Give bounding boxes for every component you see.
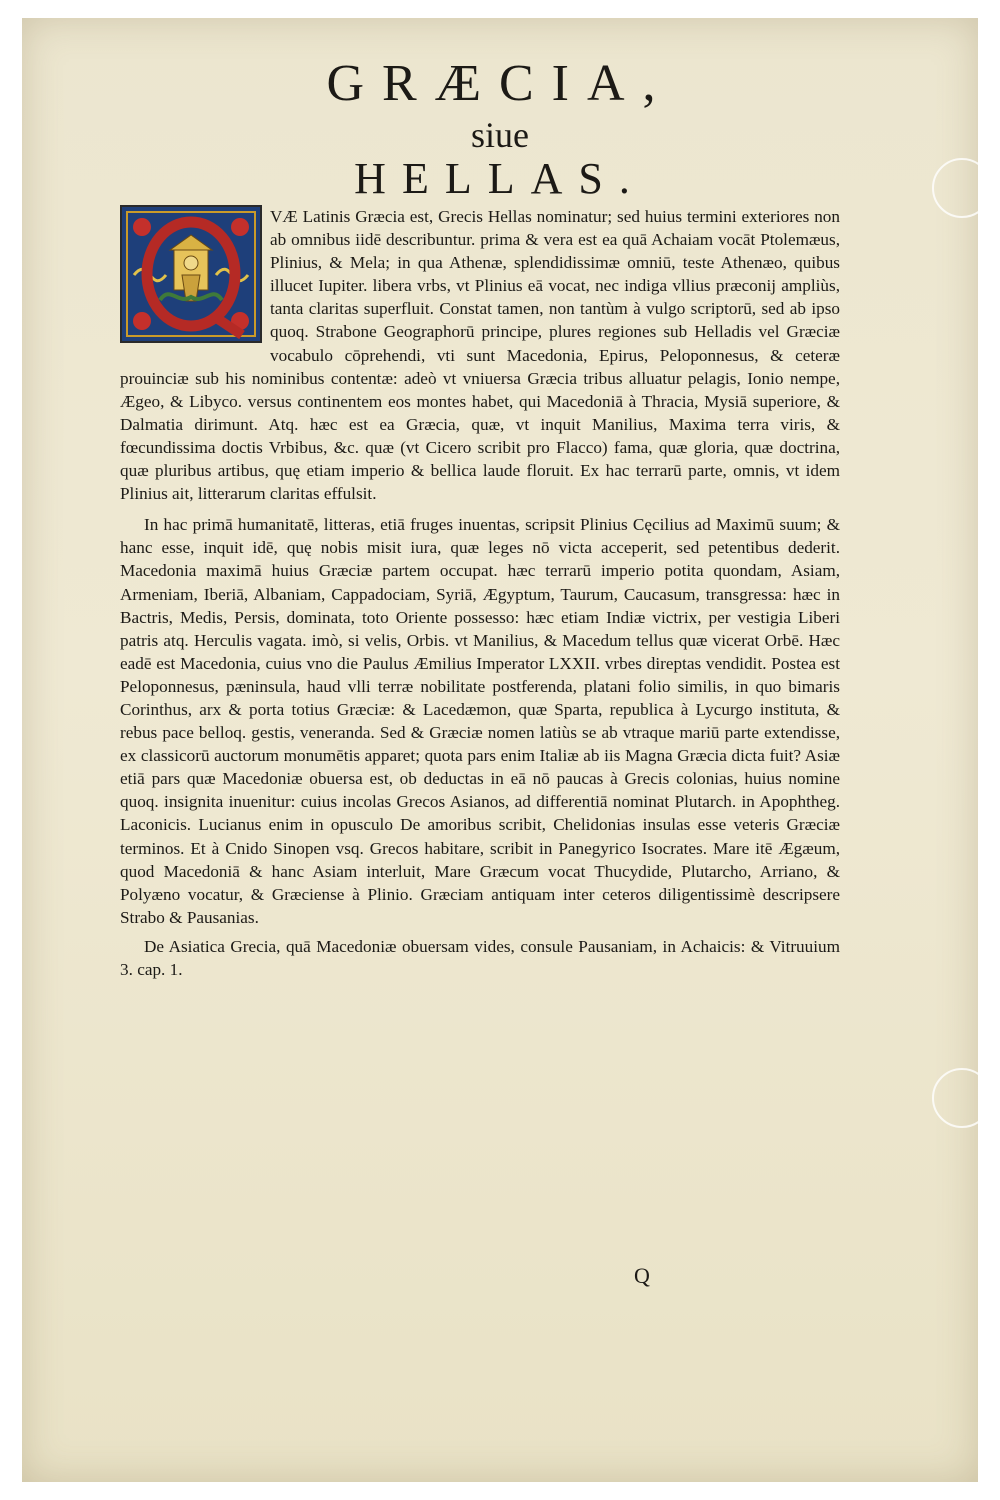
body-text (120, 205, 840, 981)
paragraph: In hac primā humanitatē, litteras, etiā fruges inuentas, scripsit Plinius Cęcilius ad Maximū suum; & hanc esse, inquit idē, quę nobis misit iura, quæ leges nō victa acceperit, sed petentibus dederit. Macedonia maximā huius Græciæ partem occupat. hæc terrarū imperio potita quondam, Asiam, Armeniam, Iberiā, Albaniam, Cappadociam, Syriā, Ægyptum, Taurum, Caucasum, transgressa: hæc in Bactris, Medis, Persis, dominata, toto Oriente possesso: hæc etiam Indiæ victrix, per vestigia Liberi patris atq. Herculis vagata. imò, si velis, Orbis. vt Manilius, & Macedum tellus quæ vicerat Orbē. Hæc eadē est Macedonia, cuius vno die Paulus Æmilius Imperator LXXII. vrbes direptas vendidit. Postea est Peloponnesus, pæninsula, haud vlli terræ nobilitate postferenda, platani folio similis, in quo bimaris Corinthus, arx & porta totius Græciæ: & Lacedæmon, quæ Sparta, republica à Lycurgo instituta, & rebus pace belloq. gestis, veneranda. Sed & Græciæ nomen latiùs se ab vtraque mariū parte extendisse, ex classicorū auctorum monumētis apparet; quota pars enim Italiæ ab iis Magna Græcia dicta fuit? Asiæ etiā pars quæ Macedoniæ obuersa est, ob deductas in eā nō paucas à Grecis colonias, huius nomine quoq. insignita inuenitur: cuius incolas Grecos Asianos, ad differentiā nominat Plutarch. in Apophtheg. Laconicis. Lucianus enim in opusculo De amoribus scribit, Chelidonias insulas esse veteris Græciæ terminos. Et à Cnido Sinopen vsq. Grecos habitare, scribit in Panegyrico Isocrates. Mare itē Ægæum, quod Macedoniā & hanc Asiam interluit, Mare Græcum vocat Thucydide, Plutarcho, Arriano, & Polyæno vocatur, & Græciense à Plinio. Græciam antiquam inter ceteros diligentissimè descripsere Strabo & Pausanias. (120, 515, 840, 927)
page-title-secondary: HELLAS. (354, 154, 646, 203)
paragraph: De Asiatica Grecia, quā Macedoniæ obuersam vides, consule Pausaniam, in Achaicis: & Vitruuium 3. cap. 1. (120, 936, 840, 979)
binding-ring-mark (932, 1068, 978, 1128)
binding-ring-mark (932, 158, 978, 218)
illuminated-initial (120, 205, 262, 343)
page-subtitle: siue (471, 115, 529, 155)
paragraph: VÆ Latinis Græcia est, Grecis Hellas nominatur; sed huius termini exteriores non ab omnibus iidē describuntur. prima & vera est ea quā Achaiam vocāt Ptolemæus, Plinius, & Mela; in qua Athenæ, splendidissimæ omniū, teste Athenæo, quibus illucet Iupiter. libera vrbs, vt Plinius eā vocat, nec indiga vllius præconij ampliùs, tanta claritas superfluit. Constat tamen, non tantùm à vulgo scriptorū, sed ab ipso quoq. Strabone Geographorū principe, plures regiones sub Helladis vel Græciæ vocabulo cōprehendi, vti sunt Macedonia, Epirus, Peloponnesus, & ceteræ prouinciæ sub his nominibus contentæ: adeò vt vniuersa Græcia tribus alluatur pelagis, Ionio nempe, Ægeo, & Libyco. versus continentem eos montes habet, qui Macedoniā à Thracia, Mysiā superiore, & Dalmatia dirimunt. Atq. hæc est ea Græcia, quæ, vt inquit Manilius, Maxima terra viris, & fœcundissima doctis Vrbibus, &c. quæ (vt Cicero scribit pro Flacco) fama, quæ gloria, quæ doctrina, quæ pluribus artibus, quę etiam imperio & bellica laude floruit. Ex hac terrarū parte, omnis, vt idem Plinius ait, litterarum claritas effulsit. (120, 207, 840, 504)
catchword: Q (634, 1263, 650, 1288)
book-page (22, 18, 978, 1482)
page-title: GRÆCIA, (326, 55, 674, 112)
